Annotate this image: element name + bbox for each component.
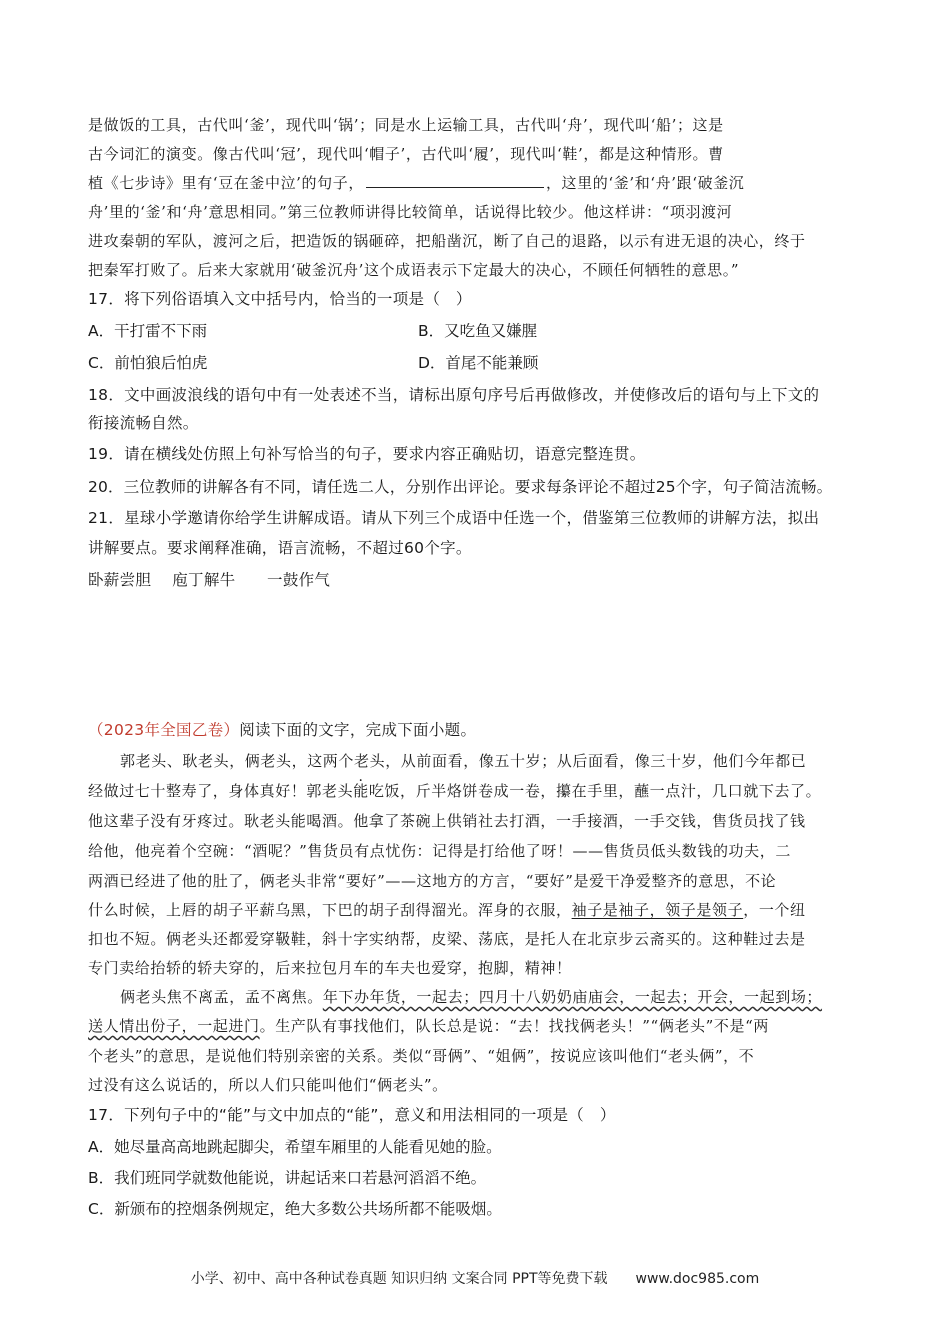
story-line: 专门卖给抬轿的轿夫穿的，后来拉包月车的车夫也爱穿，抱脚，精神！ [88,959,572,977]
question-21: 21．星球小学邀请你给学生讲解成语。请从下列三个成语中任选一个，借鉴第三位教师的讲解方法，拟出 [88,509,820,527]
option-c: C．前怕狼后怕虎 [88,354,208,372]
question-19: 19．请在横线处仿照上句补写恰当的句子，要求内容正确贴切，语意完整连贯。 [88,445,646,463]
story-line: 郭老头、耿老头，俩老头，这两个老头，从前面看，像五十岁；从后面看，像三十岁，他们今年都已 [120,752,807,770]
story-line: 过没有这么说话的，所以人们只能叫他们“俩老头”。 [88,1076,448,1094]
story-line [88,780,821,802]
underlined-phrase: 袖子是袖子，领子是领子 [571,901,744,919]
story-text: 吃饭，斤半烙饼卷成一卷，攥在手里，蘸一点汁，几口就下去了。 [368,782,822,800]
story-line: 两酒已经进了他的肚了，俩老头非常“要好”——这地方的方言，“要好”是爱干净爱整齐的意思，不论 [88,872,777,890]
story-text: 经做过七十整寿了，身体真好！郭老头 [88,782,354,800]
passage-line: 把秦军打败了。后来大家就用‘破釜沉舟’这个成语表示下定最大的决心，不顾任何牺牲的意思。” [88,261,740,279]
passage-line: 是做饭的工具，古代叫‘釜’，现代叫‘锅’；同是水上运输工具，古代叫‘舟’，现代叫‘船’；这是 [88,116,724,134]
story-text: ，一个纽 [743,901,806,919]
passage-line-with-blank [88,172,744,194]
question-17-section2: 17．下列句子中的“能”与文中加点的“能”，意义和用法相同的一项是（ ） [88,1106,616,1124]
wavy-underlined-phrase: 年下办年货，一起去；四月十八奶奶庙庙会，一起去；开会，一起到场； [322,988,823,1006]
section-intro: 阅读下面的文字，完成下面小题。 [239,721,477,739]
option-a: A．干打雷不下雨 [88,322,208,340]
idiom-list: 卧薪尝胆 庖丁解牛 一鼓作气 [88,571,331,589]
option-c: C．新颁布的控烟条例规定，绝大多数公共场所都不能吸烟。 [88,1200,502,1218]
story-line [88,899,806,921]
option-b: B．我们班同学就数他能说，讲起话来口若悬河滔滔不绝。 [88,1169,487,1187]
option-d: D．首尾不能兼顾 [418,354,539,372]
passage-line: 舟’里的‘釜’和‘舟’意思相同。”第三位教师讲得比较简单，话说得比较少。他这样讲：“项羽渡河 [88,203,733,221]
passage-line: 进攻秦朝的军队，渡河之后，把造饭的锅砸碎，把船凿沉，断了自己的退路，以示有进无退的决心，终于 [88,232,806,250]
dotted-word: 能 [353,782,369,800]
question-18-cont: 衔接流畅自然。 [88,414,199,432]
story-line [88,1015,769,1037]
question-20: 20．三位教师的讲解各有不同，请任选二人，分别作出评论。要求每条评论不超过25个字，句子简洁流畅。 [88,478,833,496]
passage-text: 植《七步诗》里有‘豆在釜中泣’的句子， [88,174,364,192]
story-line: 他这辈子没有牙疼过。耿老头能喝酒。他拿了茶碗上供销社去打酒，一手接酒，一手交钱，售货员找了钱 [88,812,806,830]
option-a: A．她尽量高高地跳起脚尖，希望车厢里的人能看见她的脸。 [88,1138,502,1156]
story-text: 俩老头焦不离孟，孟不离焦。 [120,988,323,1006]
question-17: 17．将下列俗语填入文中括号内，恰当的一项是（ ） [88,290,472,308]
exam-source: （2023年全国乙卷） [88,721,240,739]
wavy-underlined-phrase: 送人情出份子，一起进门 [88,1017,260,1035]
fill-in-blank-line [366,173,544,188]
story-line: 扣也不短。俩老头还都爱穿靸鞋，斜十字实纳帮，皮梁、荡底，是托人在北京步云斋买的。这种鞋过去是 [88,930,806,948]
passage-text: ，这里的‘釜’和‘舟’跟‘破釜沉 [545,174,745,192]
story-text: 什么时候，上唇的胡子平薪乌黑，下巴的胡子刮得溜光。浑身的衣服， [88,901,572,919]
option-b: B．又吃鱼又嫌腥 [418,322,538,340]
question-21-cont: 讲解要点。要求阐释准确，语言流畅，不超过60个字。 [88,539,472,557]
passage-line: 古今词汇的演变。像古代叫‘冠’，现代叫‘帽子’，古代叫‘履’，现代叫‘鞋’，都是这种情形。曹 [88,145,724,163]
question-18: 18．文中画波浪线的语句中有一处表述不当，请标出原句序号后再做修改，并使修改后的语句与上下文的 [88,386,820,404]
section-heading [88,719,476,741]
story-line [120,986,822,1008]
story-line: 给他，他亮着个空碗：“酒呢？”售货员有点忧伤：记得是打给他了呀！——售货员低头数钱的功夫，二 [88,842,791,860]
story-line: 个老头”的意思，是说他们特别亲密的关系。类似“哥俩”、“姐俩”，按说应该叫他们“老头俩”，不 [88,1047,755,1065]
page-footer: 小学、初中、高中各种试卷真题 知识归纳 文案合同 PPT等免费下载 www.doc985.com [190,1271,760,1287]
story-text: 。生产队有事找他们，队长总是说：“去！找找俩老头！”“俩老头”不是“两 [259,1017,769,1035]
